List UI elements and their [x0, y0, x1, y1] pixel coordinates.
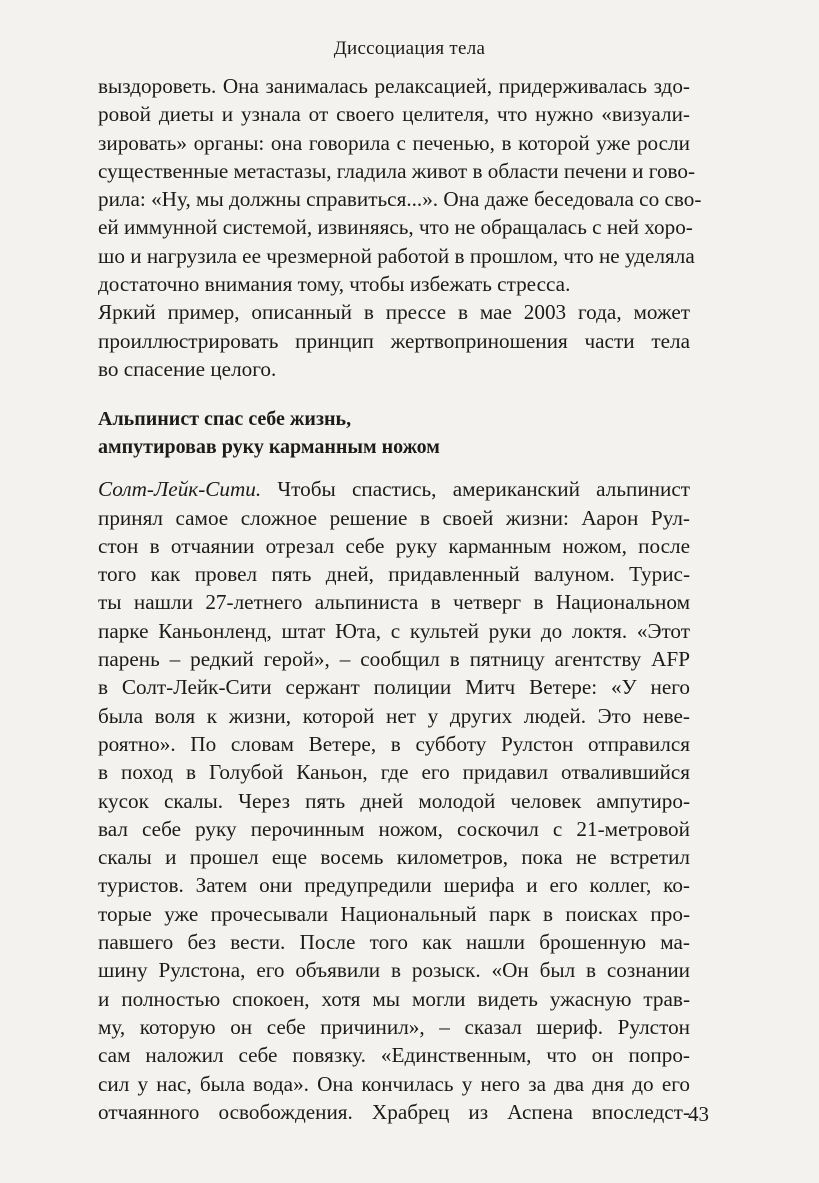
- text-line: ты нашли 27-летнего альпиниста в четверг в Национальном: [98, 590, 690, 615]
- text-line: достаточно внимания тому, чтобы избежать стресса.: [98, 272, 571, 297]
- dateline: Солт-Лейк-Сити.: [98, 477, 262, 502]
- heading-line: ампутировав руку карманным ножом: [98, 436, 440, 459]
- text-line: в Солт-Лейк-Сити сержант полиции Митч Ветере: «У него: [98, 675, 690, 700]
- text-line: вал себе руку перочинным ножом, соскочил с 21-метровой: [98, 816, 690, 841]
- text-line: в поход в Голубой Каньон, где его придавил отвалившийся: [98, 760, 690, 785]
- text-line: шо и нагрузила ее чрезмерной работой в прошлом, что не уделяла: [98, 243, 695, 268]
- heading-line: Альпинист спас себе жизнь,: [98, 408, 352, 431]
- text-line: выздороветь. Она занималась релаксацией, придерживалась здо-: [98, 74, 690, 98]
- text-line: туристов. Затем они предупредили шерифа и его коллег, ко-: [98, 873, 690, 898]
- text-line: отчаянного освобождения. Храбрец из Аспена впоследст-: [98, 1099, 690, 1124]
- text-line: во спасение целого.: [98, 356, 277, 381]
- section-heading: [98, 405, 690, 461]
- text-line: роятно». По словам Ветере, в субботу Рулстон отправился: [98, 731, 690, 756]
- text-line: рила: «Ну, мы должны справиться...». Она даже беседовала со сво-: [98, 187, 702, 212]
- text-line: скалы и прошел еще восемь километров, пока не встретил: [98, 845, 690, 870]
- first-line-text: Чтобы спастись, американский альпинист: [261, 477, 690, 502]
- text-line: была воля к жизни, которой нет у других людей. Это неве-: [98, 703, 690, 728]
- paragraph-2: [98, 298, 690, 383]
- text-line: кусок скалы. Через пять дней молодой человек ампутиро-: [98, 788, 690, 813]
- text-line: Яркий пример, описанный в прессе в мае 2003 года, может: [98, 300, 690, 325]
- text-line: того как провел пять дней, придавленный валуном. Турис-: [98, 562, 690, 587]
- text-line: зировать» органы: она говорила с печенью, в которой уже росли: [98, 130, 690, 155]
- text-line: и полностью спокоен, хотя мы могли видеть ужасную трав-: [98, 986, 690, 1011]
- running-title: Диссоциация тела: [333, 38, 486, 59]
- text-line: существенные метастазы, гладила живот в области печени и гово-: [98, 158, 696, 183]
- text-line: му, которую он себе причинил», – сказал шериф. Рулстон: [98, 1014, 690, 1039]
- paragraph-3: [98, 475, 690, 1126]
- paragraph-1: [98, 72, 702, 298]
- text-line: парке Каньонленд, штат Юта, с культей руки до локтя. «Этот: [98, 618, 690, 643]
- text-line: ей иммунной системой, извиняясь, что не обращалась с ней хоро-: [98, 215, 693, 240]
- text-line: проиллюстрировать принцип жертвоприношения части тела: [98, 328, 690, 353]
- text-line: парень – редкий герой», – сообщил в пятницу агентству AFP: [98, 647, 690, 672]
- text-line: торые уже прочесывали Национальный парк в поисках про-: [98, 901, 690, 926]
- text-line: шину Рулстона, его объявили в розыск. «Он был в сознании: [98, 958, 690, 983]
- text-line: [98, 475, 690, 503]
- text-line: сам наложил себе повязку. «Единственным, что он попро-: [98, 1043, 690, 1068]
- text-line: павшего без вести. После того как нашли брошенную ма-: [98, 930, 690, 955]
- page-number: 43: [688, 1102, 709, 1126]
- text-line: ровой диеты и узнала от своего целителя, что нужно «визуали-: [98, 102, 690, 127]
- text-line: стон в отчаянии отрезал себе руку карманным ножом, после: [98, 533, 690, 558]
- text-line: принял самое сложное решение в своей жизни: Аарон Рул-: [98, 505, 690, 530]
- text-line: сил у нас, была вода». Она кончилась у него за два дня до его: [98, 1071, 690, 1096]
